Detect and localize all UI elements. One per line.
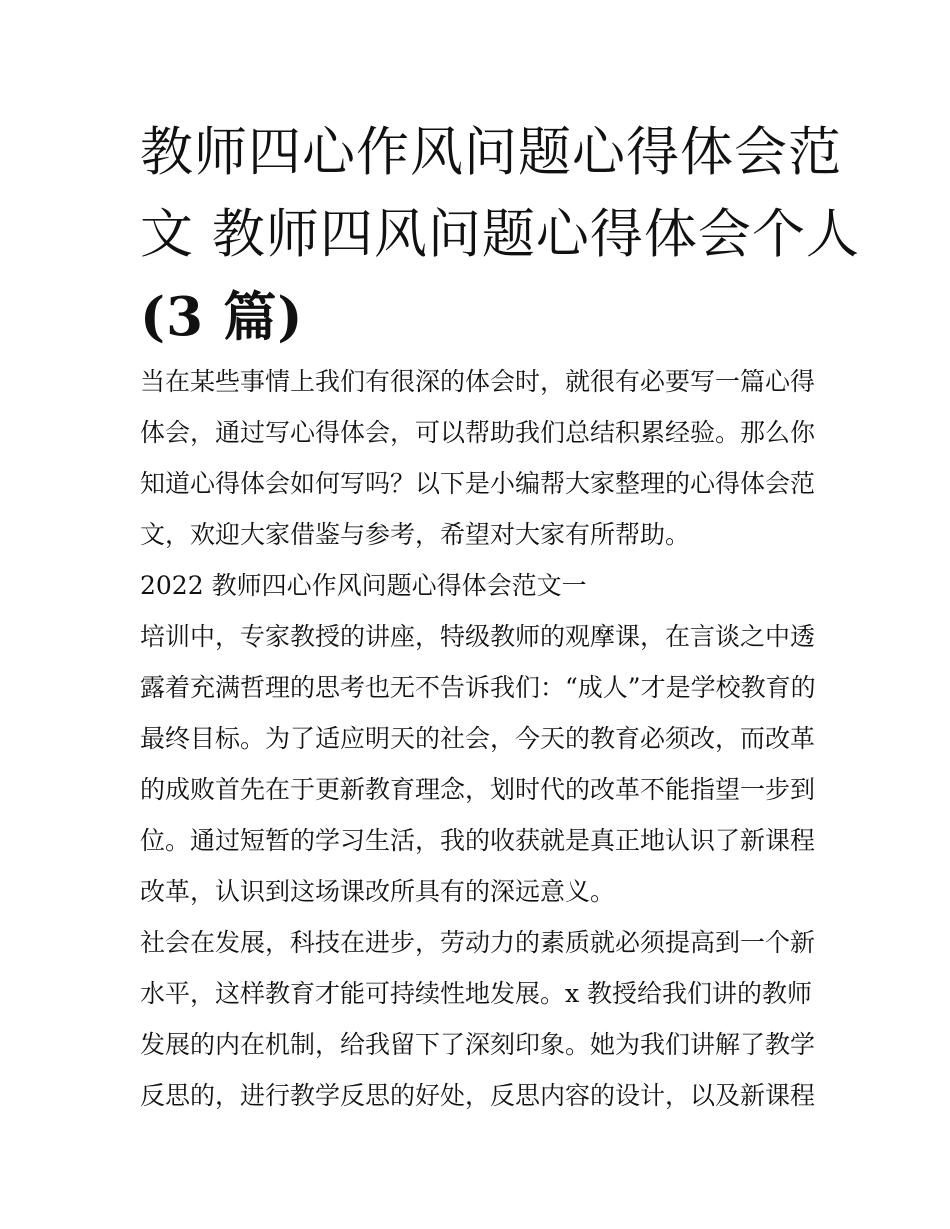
text-line: 2022 教师四心作风问题心得体会范文一 [140, 571, 587, 600]
text-line: 知道心得体会如何写吗？以下是小编帮大家整理的心得体会范 [140, 469, 816, 498]
text-line: 当在某些事情上我们有很深的体会时，就很有必要写一篇心得 [140, 367, 816, 396]
title-line: 文 教师四风问题心得体会个人 [140, 204, 860, 265]
title-line: 教师四心作风问题心得体会范 [140, 122, 842, 183]
document-body [140, 356, 820, 1121]
text-line: 社会在发展，科技在进步，劳动力的素质就必须提高到一个新 [140, 928, 816, 957]
text-line: 体会，通过写心得体会，可以帮助我们总结积累经验。那么你 [140, 418, 816, 447]
text-line: 最终目标。为了适应明天的社会，今天的教育必须改，而改革 [140, 724, 816, 753]
body-paragraph [140, 917, 820, 1121]
text-line: 的成败首先在于更新教育理念，划时代的改革不能指望一步到 [140, 775, 816, 804]
text-line: 文，欢迎大家借鉴与参考，希望对大家有所帮助。 [140, 520, 691, 549]
text-line: 水平，这样教育才能可持续性地发展。x 教授给我们讲的教师 [140, 979, 813, 1008]
title-line: (3 篇) [140, 286, 304, 348]
text-line: 露着充满哲理的思考也无不告诉我们：“成人”才是学校教育的 [140, 673, 816, 702]
text-line: 改革，认识到这场课改所具有的深远意义。 [140, 877, 616, 906]
text-line: 位。通过短暂的学习生活，我的收获就是真正地认识了新课程 [140, 826, 816, 855]
text-line: 反思的，进行教学反思的好处，反思内容的设计，以及新课程 [140, 1081, 816, 1110]
text-line: 培训中，专家教授的讲座，特级教师的观摩课，在言谈之中透 [140, 622, 816, 651]
text-line: 发展的内在机制，给我留下了深刻印象。她为我们讲解了教学 [140, 1030, 816, 1059]
body-paragraph [140, 611, 820, 917]
section-heading [140, 560, 820, 611]
intro-paragraph [140, 356, 820, 560]
document-title [140, 112, 860, 358]
